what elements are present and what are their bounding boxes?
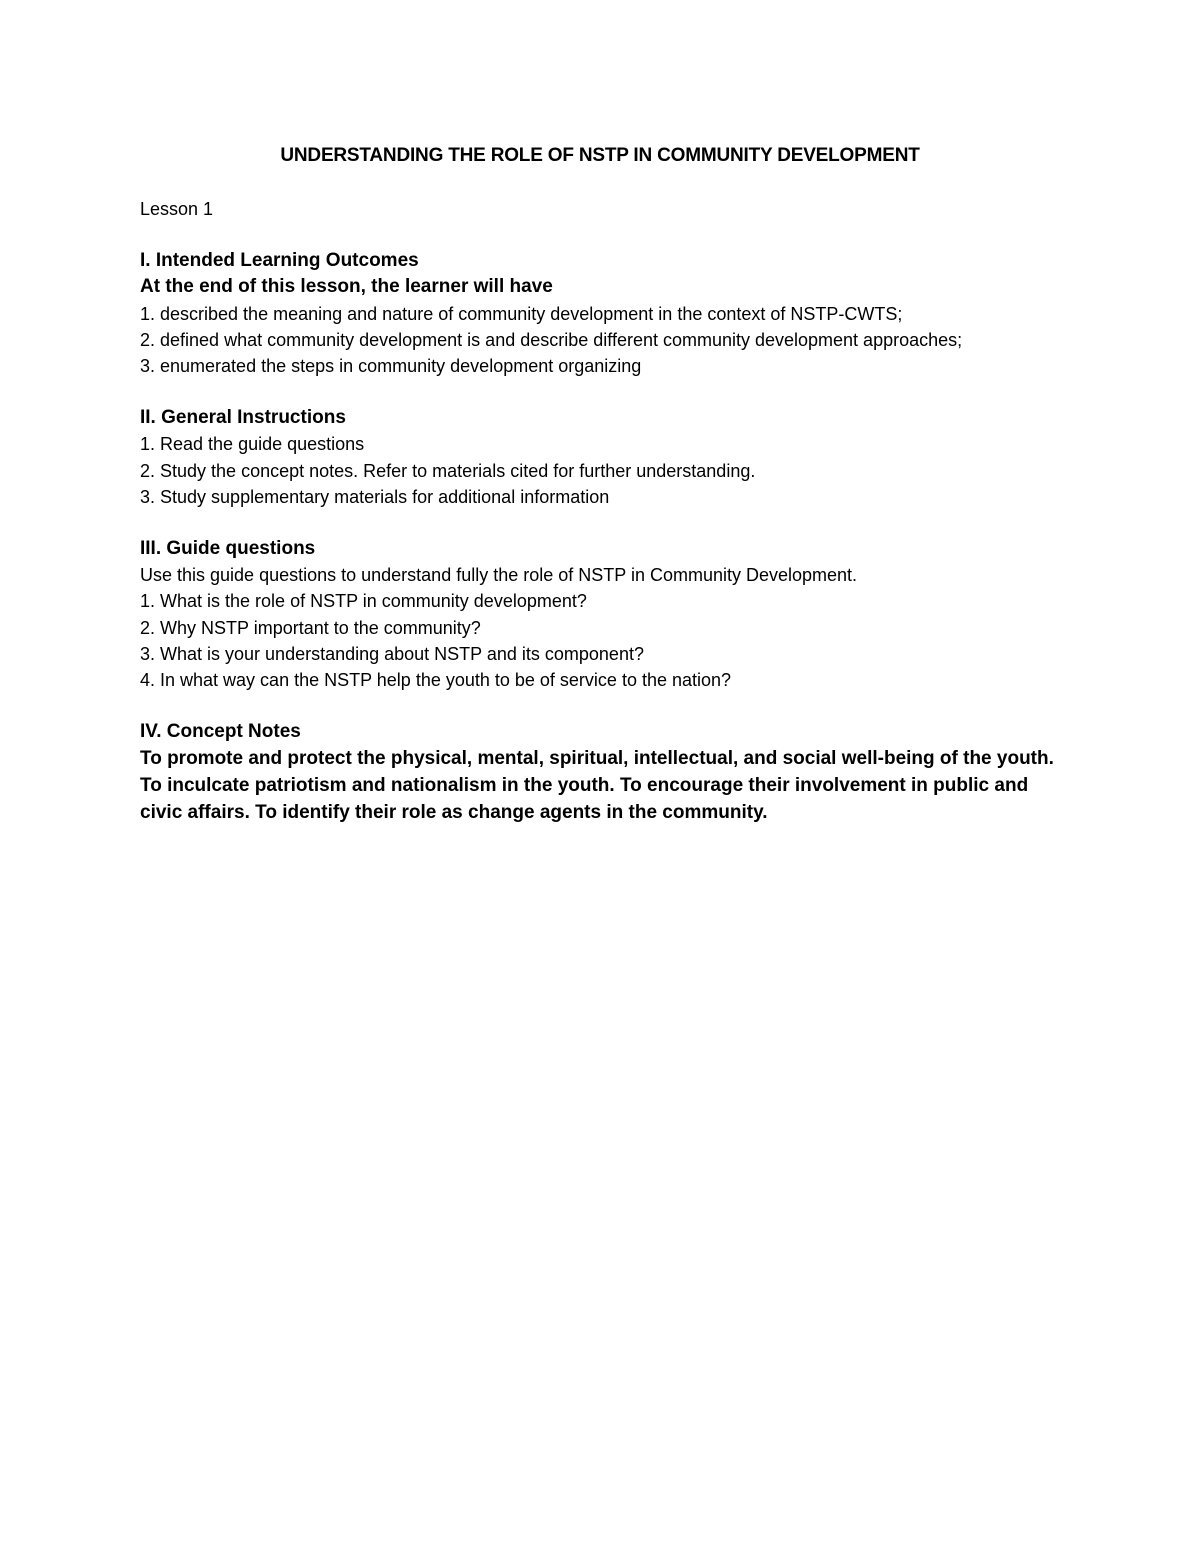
list-item: 2. Study the concept notes. Refer to materials cited for further understanding. [140,460,756,481]
section-general-instructions [140,405,1070,510]
section-heading: IV. Concept Notes [140,721,301,743]
list-item: 4. In what way can the NSTP help the youth to be of service to the nation? [140,670,732,691]
document-body [140,196,1070,852]
section-heading: II. General Instructions [140,407,346,429]
list-item: 1. What is the role of NSTP in community development? [140,591,587,612]
section-learning-outcomes [140,248,1070,379]
section-heading: I. Intended Learning Outcomes [140,250,419,272]
list-item: 1. Read the guide questions [140,434,365,455]
list-item: 2. defined what community development is and describe different community development approaches; [140,329,963,350]
list-item: 3. Study supplementary materials for additional information [140,486,610,507]
section-subheading: At the end of this lesson, the learner will have [140,276,553,298]
section-concept-notes [140,719,1070,826]
list-item: 1. described the meaning and nature of community development in the context of NSTP-CWTS; [140,303,903,324]
section-heading: III. Guide questions [140,538,316,560]
list-item: 2. Why NSTP important to the community? [140,617,481,638]
section-guide-questions [140,536,1070,693]
section-intro: Use this guide questions to understand fully the role of NSTP in Community Development. [140,565,858,586]
concept-notes-body: To promote and protect the physical, mental, spiritual, intellectual, and social well-being of the youth. To inculcate patriotism and nationalism in the youth. To encourage their involvement in public and civic affairs. To identify their role as change agents in the community. [140,748,1054,824]
document-title: UNDERSTANDING THE ROLE OF NSTP IN COMMUNITY DEVELOPMENT [280,145,920,166]
lesson-label: Lesson 1 [140,199,214,219]
list-item: 3. What is your understanding about NSTP and its component? [140,643,644,664]
list-item: 3. enumerated the steps in community development organizing [140,356,642,377]
